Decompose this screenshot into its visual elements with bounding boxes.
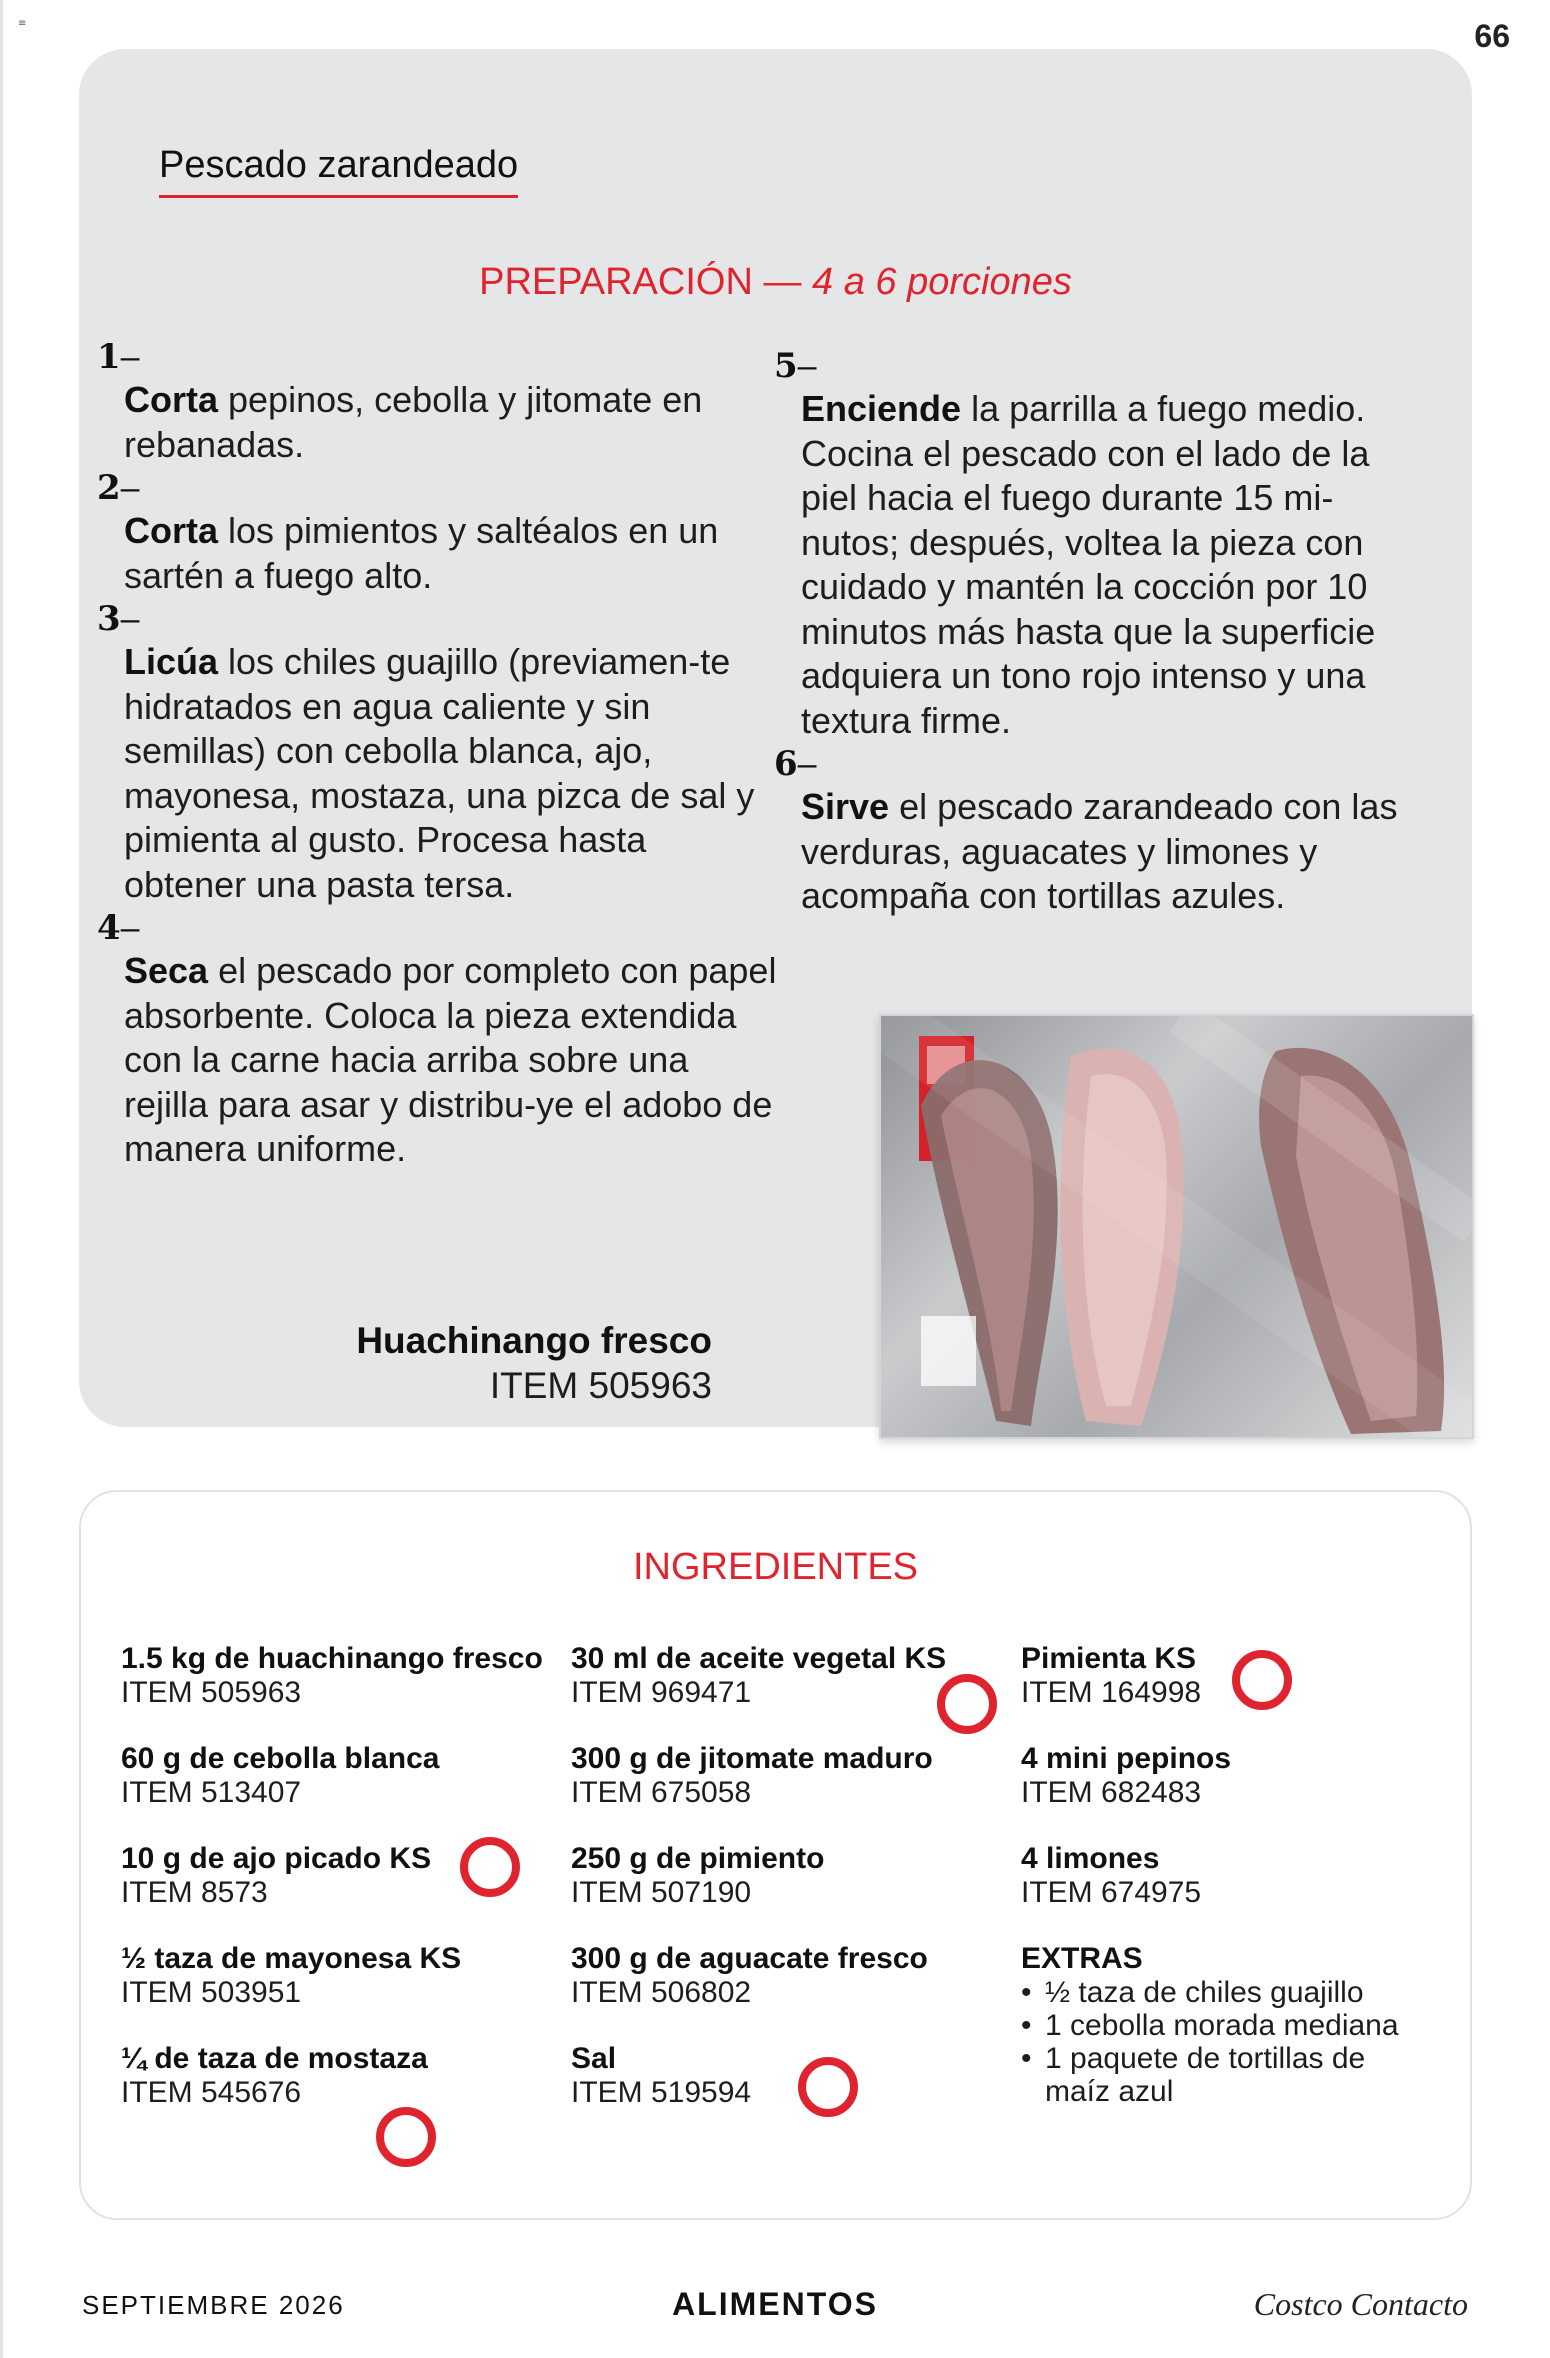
ingredient-aceite — [571, 1642, 991, 1710]
step-number: 5– — [774, 346, 817, 386]
extras-block — [1021, 1942, 1421, 2108]
ingredient-name: 60 g de cebolla blanca — [121, 1742, 440, 1775]
ingredient-name: Sal — [571, 2042, 617, 2075]
ingredient-name: 30 ml de aceite vegetal KS — [571, 1642, 947, 1675]
step-2 — [97, 467, 777, 598]
step-text: Corta pepinos, cebolla y jitomate en rebanadas. — [124, 379, 703, 465]
ingredient-name: ¼ de taza de mostaza — [121, 2042, 428, 2075]
fish-fillets-illustration — [881, 1016, 1474, 1439]
page-edge — [0, 0, 3, 2358]
step-4 — [97, 907, 777, 1172]
ingredient-name: 300 g de aguacate fresco — [571, 1942, 928, 1975]
footer-magazine-name: Costco Contacto — [1253, 2286, 1468, 2322]
ring-marker-icon — [460, 1837, 520, 1897]
ingredient-name: 1.5 kg de huachinango fresco — [121, 1642, 543, 1675]
ingredient-item: ITEM 969471 — [571, 1676, 752, 1709]
extras-item: • ½ taza de chiles guajillo — [1021, 1976, 1421, 2009]
extras-list — [1021, 1976, 1421, 2108]
ingredient-item: ITEM 505963 — [121, 1676, 302, 1709]
fish-fillets-photo — [879, 1014, 1474, 1439]
step-3 — [97, 598, 777, 907]
step-6 — [774, 743, 1414, 919]
ring-marker-icon — [376, 2107, 436, 2167]
ingredient-limones — [1021, 1842, 1441, 1910]
ingredient-item: ITEM 503951 — [121, 1976, 302, 2009]
preparation-heading — [79, 261, 1472, 304]
ingredients-card — [79, 1490, 1472, 2220]
ingredient-item: ITEM 506802 — [571, 1976, 752, 2009]
ingredients-heading: INGREDIENTES — [632, 1546, 919, 1588]
page-number: 66 — [1474, 18, 1510, 54]
ingredient-pimiento — [571, 1842, 991, 1910]
ingredient-item: ITEM 545676 — [121, 2076, 302, 2109]
ingredient-item: ITEM 8573 — [121, 1876, 268, 1909]
preparation-card — [79, 49, 1472, 1427]
ingredient-huachinango — [121, 1642, 541, 1710]
ingredient-sal — [571, 2042, 991, 2110]
ingredient-item: ITEM 675058 — [571, 1776, 752, 1809]
ingredient-pepinos — [1021, 1742, 1441, 1810]
footer-section: ALIMENTOS — [672, 2286, 878, 2322]
ingredient-name: ½ taza de mayonesa KS — [121, 1942, 462, 1975]
step-5 — [774, 345, 1414, 743]
ring-marker-icon — [798, 2057, 858, 2117]
ingredient-item: ITEM 519594 — [571, 2076, 752, 2109]
step-number: 4– — [97, 908, 140, 948]
step-text: Sirve el pescado zarandeado con las verduras, aguacates y limones y acompaña con tortillas azules. — [801, 786, 1398, 916]
footer-date: SEPTIEMBRE 2026 — [82, 2290, 345, 2320]
step-number: 1– — [97, 337, 140, 377]
ingredient-item: ITEM 674975 — [1021, 1876, 1202, 1909]
step-text: Enciende la parrilla a fuego medio. Cocina el pescado con el lado de la piel hacia el fuego durante 15 mi-nutos; después, voltea la pieza con cuidado y mantén la cocción por 10 minutos más hasta que la superficie adquiera un tono rojo intenso y una textura firme. — [801, 388, 1376, 741]
step-number: 3– — [97, 599, 140, 639]
steps-right-column — [774, 345, 1414, 919]
ingredient-item: ITEM 507190 — [571, 1876, 752, 1909]
ingredient-mostaza — [121, 2042, 541, 2110]
extras-item: • 1 paquete de tortillas de maíz azul — [1021, 2042, 1421, 2108]
product-name: Huachinango fresco — [356, 1320, 712, 1361]
ring-marker-icon — [1232, 1650, 1292, 1710]
ingredient-item: ITEM 682483 — [1021, 1776, 1202, 1809]
preparation-label: PREPARACIÓN — — [479, 261, 813, 303]
step-text: Licúa los chiles guajillo (previamen-te hidratados en agua caliente y sin semillas) con cebolla blanca, ajo, mayonesa, mostaza, una pizca de sal y pimienta al gusto. Procesa hasta obtener una pasta tersa. — [124, 641, 755, 905]
steps-left-column — [97, 336, 777, 1172]
ingredient-name: Pimienta KS — [1021, 1642, 1197, 1675]
servings-label: 4 a 6 porciones — [812, 261, 1072, 303]
extras-title: EXTRAS — [1021, 1942, 1143, 1975]
step-text: Seca el pescado por completo con papel absorbente. Coloca la pieza extendida con la carne hacia arriba sobre una rejilla para asar y distribu-ye el adobo de manera uniforme. — [124, 950, 777, 1169]
ingredient-pimienta — [1021, 1642, 1441, 1710]
product-item-number: ITEM 505963 — [489, 1365, 712, 1406]
step-text: Corta los pimientos y saltéalos en un sartén a fuego alto. — [124, 510, 719, 596]
step-number: 2– — [97, 468, 140, 508]
ingredient-name: 4 mini pepinos — [1021, 1742, 1232, 1775]
ingredient-name: 250 g de pimiento — [571, 1842, 825, 1875]
ingredient-name: 10 g de ajo picado KS — [121, 1842, 432, 1875]
ingredient-name: 300 g de jitomate maduro — [571, 1742, 933, 1775]
ingredient-name: 4 limones — [1021, 1842, 1160, 1875]
step-1 — [97, 336, 777, 467]
package-barcode-sticker — [921, 1316, 976, 1386]
recipe-title: Pescado zarandeado — [159, 144, 518, 198]
menu-icon: ≡ — [18, 18, 27, 29]
extras-item: • 1 cebolla morada mediana — [1021, 2009, 1421, 2042]
ingredient-cebolla-blanca — [121, 1742, 541, 1810]
ingredient-jitomate — [571, 1742, 991, 1810]
step-number: 6– — [774, 744, 817, 784]
ingredient-aguacate — [571, 1942, 991, 2010]
ingredient-item: ITEM 164998 — [1021, 1676, 1202, 1709]
ingredient-item: ITEM 513407 — [121, 1776, 302, 1809]
ingredient-mayonesa — [121, 1942, 541, 2010]
ring-marker-icon — [937, 1674, 997, 1734]
